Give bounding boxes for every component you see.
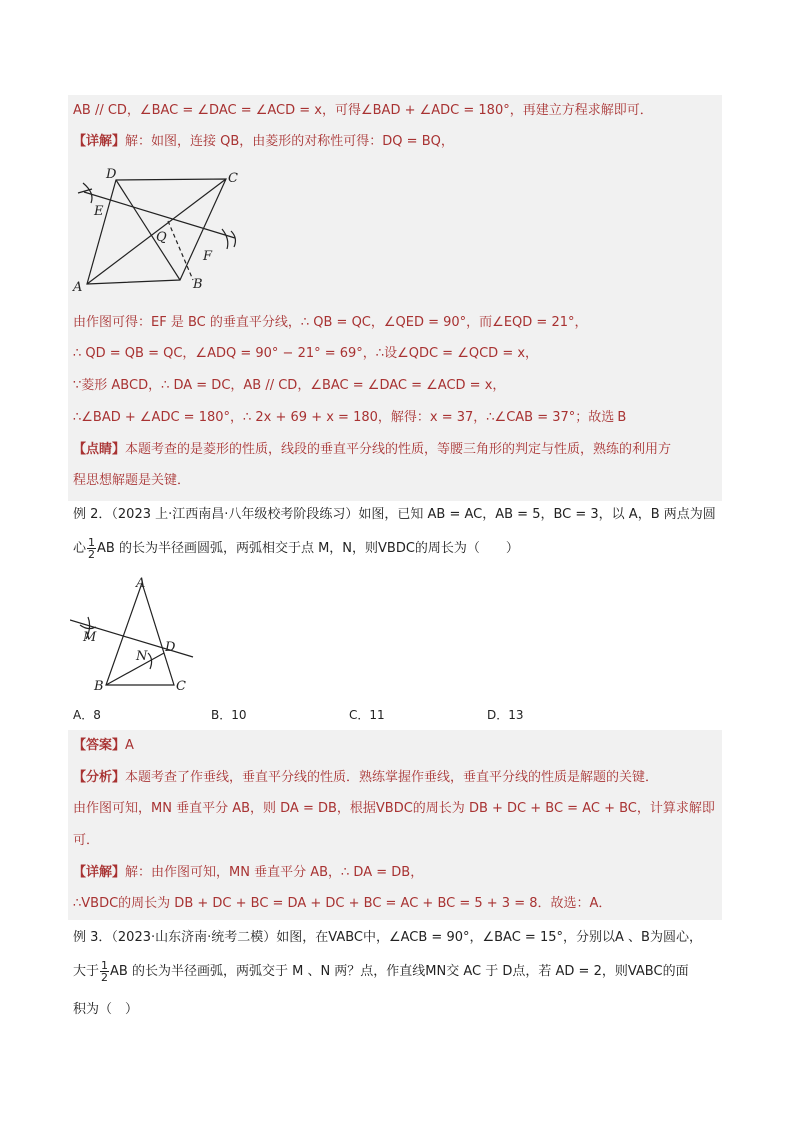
point-label-a: A bbox=[73, 280, 83, 295]
section-tag: 【点睛】 bbox=[73, 442, 126, 457]
solution-block-2 bbox=[68, 730, 722, 920]
answer-letter: A bbox=[125, 738, 134, 753]
question-line bbox=[73, 960, 689, 983]
question-line: 例 2．（2023 上·江西南昌·八年级校考阶段练习）如图，已知 AB = AC，AB = 5，BC = 3，以 A，B 两点为圆 bbox=[73, 507, 716, 522]
option-c[interactable]: C．11 bbox=[349, 708, 385, 722]
line-text: 大于 bbox=[73, 964, 100, 979]
section-tag: 【详解】 bbox=[73, 865, 126, 880]
point-label-f: F bbox=[203, 249, 213, 264]
line-text: AB 的长为半径画圆弧，两弧相交于点 M，N，则VBDC的周长为（ ） bbox=[97, 541, 519, 556]
text-line: ∵菱形 ABCD，∴ DA = DC，AB // CD，∠BAC = ∠DAC = ∠ACD = x， bbox=[73, 378, 506, 393]
answer-letter: B bbox=[617, 410, 627, 425]
point-label-e: E bbox=[94, 204, 104, 219]
section-tag: 【答案】 bbox=[73, 738, 126, 753]
analysis-line: 由作图可知，MN 垂直平分 AB，则 DA = DB，根据VBDC的周长为 DB + DC + BC = AC + BC，计算求解即 bbox=[73, 801, 715, 816]
text-line: AB // CD，∠BAC = ∠DAC = ∠ACD = x，可得∠BAD + ∠ADC = 180°，再建立方程求解即可． bbox=[73, 103, 653, 118]
option-d[interactable]: D．13 bbox=[487, 708, 524, 722]
option-b[interactable]: B．10 bbox=[211, 708, 247, 722]
arc-mark bbox=[222, 229, 228, 249]
point-label-b: B bbox=[193, 277, 203, 292]
analysis-line bbox=[73, 769, 658, 787]
detail-line bbox=[73, 864, 423, 882]
rhombus-figure bbox=[70, 163, 250, 298]
fraction bbox=[100, 960, 109, 983]
text-line bbox=[73, 133, 454, 151]
question-line bbox=[73, 537, 519, 560]
line-text: AB 的长为半径画弧，两弧交于 M 、N 两？点，作直线MN交 AC 于 D点，若 AD = 2，则VABC的面 bbox=[110, 964, 689, 979]
text-line: 程思想解题是关键． bbox=[73, 473, 191, 488]
line-text: ∴∠BAD + ∠ADC = 180°，∴ 2x + 69 + x = 180，解得：x = 37，∴∠CAB = 37°；故选 bbox=[73, 410, 615, 425]
point-label-c: C bbox=[228, 171, 238, 186]
point-label-b: B bbox=[94, 679, 104, 694]
question-line: 例 3．（2023·山东济南·统考二模）如图，在VABC中，∠ACB = 90°，∠BAC = 15°，分别以A 、B为圆心， bbox=[73, 930, 702, 945]
arc-mark bbox=[231, 231, 235, 247]
point-label-m: M bbox=[83, 630, 97, 645]
fraction-numerator: 1 bbox=[101, 959, 109, 972]
analysis-line: 可． bbox=[73, 833, 100, 848]
line-text: 本题考查的是菱形的性质，线段的垂直平分线的性质，等腰三角形的判定与性质，熟练的利用方 bbox=[125, 442, 672, 457]
text-line bbox=[73, 409, 626, 427]
line-text: 本题考查了作垂线，垂直平分线的性质．熟练掌握作垂线，垂直平分线的性质是解题的关键． bbox=[125, 770, 659, 785]
point-label-n: N bbox=[136, 649, 148, 664]
section-tag: 【分析】 bbox=[73, 770, 126, 785]
text-line: 由作图可得：EF 是 BC 的垂直平分线，∴ QB = QC，∠QED = 90°，而∠EQD = 21°， bbox=[73, 315, 588, 330]
section-tag: 【详解】 bbox=[73, 134, 126, 149]
point-label-q: Q bbox=[156, 230, 167, 245]
line-text: 解：如图，连接 QB，由菱形的对称性可得：DQ = BQ， bbox=[125, 134, 454, 149]
point-label-d: D bbox=[106, 167, 117, 182]
diagonal-bd bbox=[116, 180, 180, 280]
fraction-denominator: 2 bbox=[88, 548, 96, 561]
question-line: 积为（ ） bbox=[73, 1002, 139, 1017]
point-label-a: A bbox=[136, 576, 146, 591]
segment-bd bbox=[106, 653, 164, 685]
point-label-c: C bbox=[176, 679, 186, 694]
fraction-denominator: 2 bbox=[101, 971, 109, 984]
line-text: 心 bbox=[73, 541, 87, 556]
triangle-figure bbox=[70, 573, 210, 698]
detail-line: ∴VBDC的周长为 DB + DC + BC = DA + DC + BC = AC + BC = 5 + 3 = 8．故选：A． bbox=[73, 896, 612, 911]
answer-line bbox=[73, 737, 134, 755]
text-line bbox=[73, 441, 671, 459]
line-text: 解：由作图可知，MN 垂直平分 AB，∴ DA = DB， bbox=[125, 865, 424, 880]
option-a[interactable]: A．8 bbox=[73, 708, 101, 722]
text-line: ∴ QD = QB = QC，∠ADQ = 90° − 21° = 69°，∴设∠QDC = ∠QCD = x， bbox=[73, 346, 539, 361]
fraction-numerator: 1 bbox=[88, 536, 96, 549]
fraction bbox=[87, 537, 96, 560]
segment-qc-dashed bbox=[168, 221, 193, 280]
point-label-d: D bbox=[165, 640, 176, 655]
